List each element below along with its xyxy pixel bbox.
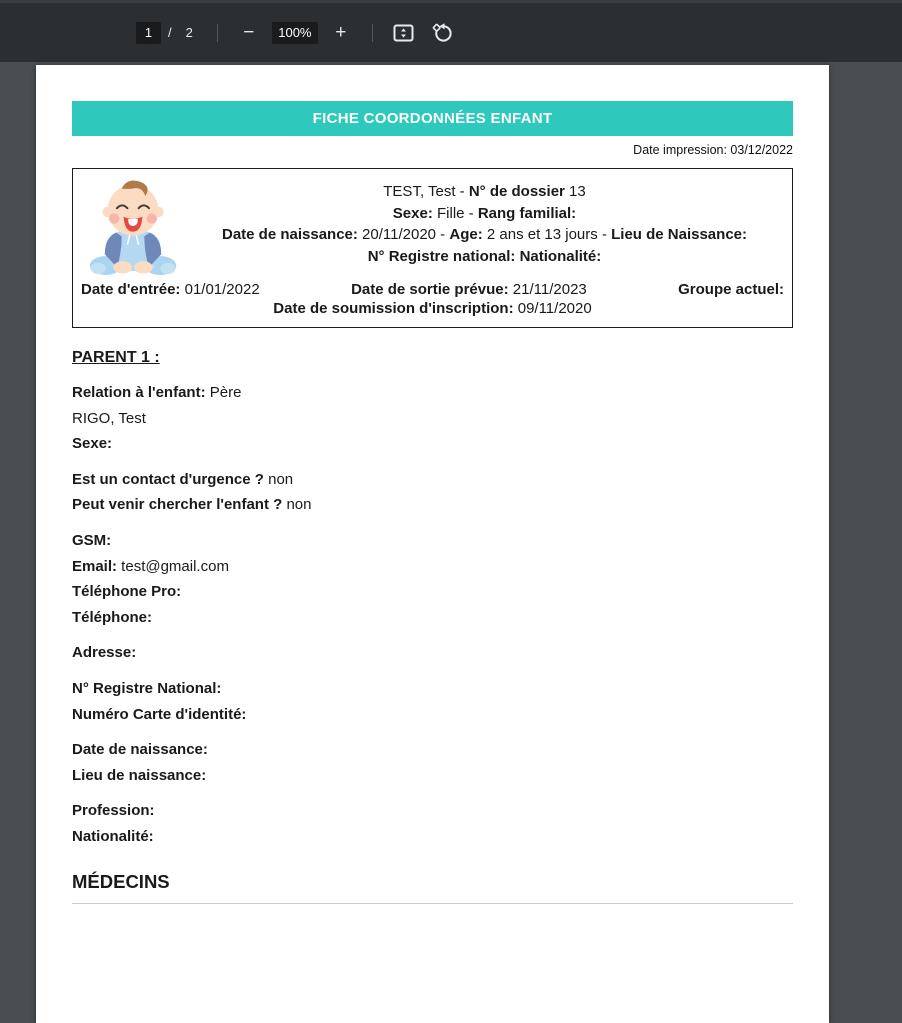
page-number-value: 1 [144, 25, 153, 40]
page-divider: / [168, 25, 172, 40]
zoom-out-button[interactable] [235, 19, 263, 47]
current-group: Groupe actuel: [678, 281, 784, 298]
fit-to-page-button[interactable] [390, 19, 418, 47]
baby-icon [81, 177, 185, 277]
parent1-details [72, 380, 793, 850]
pdf-toolbar [0, 3, 902, 62]
plus-icon: + [335, 21, 347, 43]
toolbar-separator [217, 24, 218, 42]
document-title: FICHE COORDONNÉES ENFANT [312, 110, 553, 127]
parent1-phone: Téléphone: [72, 608, 153, 626]
submission-date: Date de soumission d'inscription: 09/11/2020 [273, 300, 592, 317]
parent1-nationality: Nationalité: [72, 827, 154, 845]
fit-page-icon [393, 24, 414, 42]
rotate-counterclockwise-icon [431, 22, 453, 44]
doctors-heading: MÉDECINS [72, 871, 793, 904]
document-title-banner [72, 101, 793, 136]
parent1-gsm: GSM: [72, 531, 112, 549]
parent1-can-pick-up: Peut venir chercher l'enfant ? non [72, 496, 312, 514]
rotate-button[interactable] [428, 19, 456, 47]
child-info-block [185, 177, 784, 277]
child-name-dossier: TEST, Test - N° de dossier 13 [383, 183, 586, 200]
page-number-input[interactable] [136, 22, 161, 44]
zoom-level-input[interactable] [272, 22, 318, 44]
pdf-page-1 [36, 65, 829, 1023]
entry-date: Date d'entrée: 01/01/2022 [81, 281, 260, 298]
parent1-phone-pro: Téléphone Pro: [72, 583, 182, 601]
child-birth-info: Date de naissance: 20/11/2020 - Age: 2 ans et 13 jours - Lieu de Naissance: [221, 226, 747, 244]
child-register-nationality: N° Registre national: Nationalité: [367, 248, 602, 266]
child-summary-box [72, 168, 793, 328]
parent1-national-register: N° Registre National: [72, 679, 222, 697]
child-summary-top-row [73, 169, 792, 277]
child-sex-rank: Sexe: Fille - Rang familial: [392, 204, 577, 222]
parent1-name: RIGO, Test [72, 409, 146, 427]
zoom-in-button[interactable] [327, 19, 355, 47]
parent1-id-card: Numéro Carte d'identité: [72, 705, 247, 723]
child-summary-bottom-row [73, 280, 792, 327]
parent1-sexe: Sexe: [72, 435, 113, 453]
zoom-level-value: 100% [278, 25, 312, 40]
parent1-profession: Profession: [72, 802, 155, 820]
parent1-birth-place: Lieu de naissance: [72, 766, 207, 784]
parent1-heading: PARENT 1 : [72, 349, 160, 366]
print-date: Date impression: 03/12/2022 [633, 143, 793, 157]
parent1-email: Email: test@gmail.com [72, 557, 229, 575]
parent1-birth-date: Date de naissance: [72, 741, 208, 759]
parent1-emergency-contact: Est un contact d'urgence ? non [72, 470, 294, 488]
minus-icon: − [243, 21, 255, 43]
page-total: 2 [185, 25, 193, 40]
toolbar-separator [372, 24, 373, 42]
parent1-relation: Relation à l'enfant: Père [72, 384, 242, 401]
parent1-address: Adresse: [72, 644, 137, 662]
dates-row [81, 280, 784, 299]
planned-exit-date: Date de sortie prévue: 21/11/2023 [351, 281, 587, 298]
